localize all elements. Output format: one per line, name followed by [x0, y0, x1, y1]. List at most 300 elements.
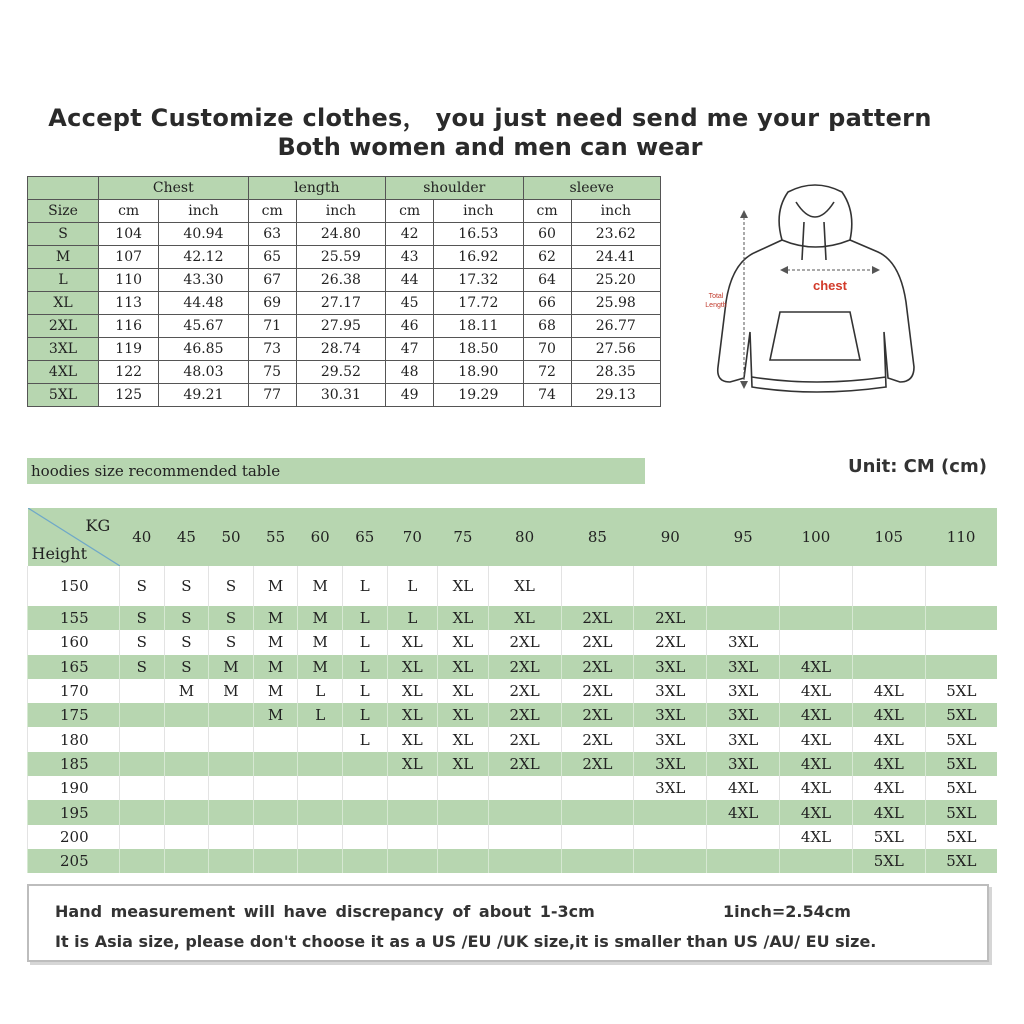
- size-cell: [852, 655, 925, 679]
- height-cell: 170: [28, 679, 120, 703]
- height-cell: 160: [28, 630, 120, 654]
- size-cell: [488, 776, 561, 800]
- size-table-cell: 19.29: [434, 384, 523, 407]
- recommended-row: [28, 606, 998, 630]
- size-cell: [561, 825, 634, 849]
- size-table-row: [28, 292, 661, 315]
- size-table-cell: 29.52: [296, 361, 385, 384]
- size-cell: [209, 800, 254, 824]
- size-cell: 2XL: [561, 606, 634, 630]
- size-cell: 2XL: [561, 703, 634, 727]
- size-cell: XL: [438, 566, 489, 606]
- weight-header: 60: [298, 508, 343, 566]
- size-table-cell: 119: [99, 338, 159, 361]
- size-cell: 4XL: [780, 752, 853, 776]
- size-cell: M: [253, 679, 298, 703]
- size-cell: S: [164, 630, 209, 654]
- size-cell: [707, 606, 780, 630]
- size-cell: 5XL: [852, 849, 925, 873]
- size-cell: M: [253, 630, 298, 654]
- size-cell: [253, 727, 298, 751]
- size-table-unit-header: inch: [159, 200, 248, 223]
- size-table-unit-header: inch: [571, 200, 660, 223]
- size-cell: M: [298, 566, 343, 606]
- size-table-cell: 49: [386, 384, 434, 407]
- length-label-1: Total: [708, 293, 724, 300]
- height-cell: 150: [28, 566, 120, 606]
- size-cell: [780, 606, 853, 630]
- size-cell: 4XL: [780, 727, 853, 751]
- size-cell: 3XL: [707, 752, 780, 776]
- size-cell: S: [120, 606, 165, 630]
- size-cell: [120, 849, 165, 873]
- size-cell: [209, 825, 254, 849]
- size-cell: [164, 849, 209, 873]
- size-table-cell: 75: [248, 361, 296, 384]
- size-cell: 5XL: [925, 727, 997, 751]
- size-cell: 3XL: [707, 655, 780, 679]
- size-table-group-header: length: [248, 177, 385, 200]
- recommended-row: [28, 825, 998, 849]
- size-cell: XL: [438, 703, 489, 727]
- size-table-cell: 48.03: [159, 361, 248, 384]
- height-cell: 200: [28, 825, 120, 849]
- weight-header: 105: [852, 508, 925, 566]
- size-table-cell: 25.20: [571, 269, 660, 292]
- size-cell: M: [298, 655, 343, 679]
- size-cell: [253, 776, 298, 800]
- size-cell: XL: [438, 606, 489, 630]
- size-table-size-cell: 4XL: [28, 361, 99, 384]
- size-table-cell: 73: [248, 338, 296, 361]
- size-table-cell: 77: [248, 384, 296, 407]
- recommended-row: [28, 776, 998, 800]
- size-cell: M: [298, 606, 343, 630]
- size-cell: 4XL: [707, 776, 780, 800]
- size-cell: [342, 776, 387, 800]
- size-cell: 5XL: [925, 800, 997, 824]
- size-table-cell: 42: [386, 223, 434, 246]
- size-table-cell: 64: [523, 269, 571, 292]
- size-table-size-cell: M: [28, 246, 99, 269]
- size-cell: 5XL: [925, 752, 997, 776]
- size-table-corner: [28, 177, 99, 200]
- size-table-cell: 74: [523, 384, 571, 407]
- size-cell: [164, 703, 209, 727]
- size-cell: [164, 727, 209, 751]
- size-cell: [342, 752, 387, 776]
- size-table-row: [28, 384, 661, 407]
- height-weight-corner: [28, 508, 120, 566]
- size-table-unit-header: cm: [99, 200, 159, 223]
- size-cell: 4XL: [852, 752, 925, 776]
- size-cell: XL: [387, 655, 438, 679]
- size-cell: [852, 630, 925, 654]
- weight-header: 90: [634, 508, 707, 566]
- size-cell: 3XL: [707, 679, 780, 703]
- size-table-cell: 116: [99, 315, 159, 338]
- kg-label: KG: [85, 516, 111, 535]
- size-cell: [561, 800, 634, 824]
- size-table-cell: 16.92: [434, 246, 523, 269]
- size-table-cell: 66: [523, 292, 571, 315]
- size-table-size-cell: L: [28, 269, 99, 292]
- weight-header: 65: [342, 508, 387, 566]
- size-cell: XL: [387, 630, 438, 654]
- size-cell: [209, 776, 254, 800]
- size-table-cell: 26.38: [296, 269, 385, 292]
- size-cell: [164, 825, 209, 849]
- size-cell: [298, 776, 343, 800]
- size-cell: M: [253, 703, 298, 727]
- size-cell: [925, 566, 997, 606]
- size-cell: [298, 800, 343, 824]
- size-table-row: [28, 361, 661, 384]
- size-cell: [253, 825, 298, 849]
- recommended-row: [28, 679, 998, 703]
- height-cell: 195: [28, 800, 120, 824]
- size-cell: [209, 752, 254, 776]
- size-table-cell: 25.98: [571, 292, 660, 315]
- size-table-row: [28, 338, 661, 361]
- size-table-cell: 23.62: [571, 223, 660, 246]
- size-table-cell: 43: [386, 246, 434, 269]
- height-cell: 190: [28, 776, 120, 800]
- weight-header: 75: [438, 508, 489, 566]
- size-table-unit-header: cm: [523, 200, 571, 223]
- size-cell: 3XL: [707, 630, 780, 654]
- size-table-cell: 49.21: [159, 384, 248, 407]
- size-table-cell: 26.77: [571, 315, 660, 338]
- weight-header: 50: [209, 508, 254, 566]
- recommended-row: [28, 849, 998, 873]
- size-cell: [298, 849, 343, 873]
- size-cell: [298, 752, 343, 776]
- size-cell: [925, 606, 997, 630]
- size-cell: XL: [438, 630, 489, 654]
- size-table-size-cell: 2XL: [28, 315, 99, 338]
- size-cell: 2XL: [488, 679, 561, 703]
- size-cell: [342, 825, 387, 849]
- size-cell: M: [298, 630, 343, 654]
- weight-header: 95: [707, 508, 780, 566]
- size-cell: 5XL: [925, 776, 997, 800]
- size-cell: [387, 776, 438, 800]
- size-cell: L: [342, 703, 387, 727]
- size-cell: [120, 727, 165, 751]
- size-cell: 4XL: [780, 679, 853, 703]
- size-cell: [438, 800, 489, 824]
- size-cell: [120, 776, 165, 800]
- size-cell: 5XL: [925, 825, 997, 849]
- size-table-cell: 46.85: [159, 338, 248, 361]
- size-table-size-cell: S: [28, 223, 99, 246]
- size-cell: 4XL: [852, 727, 925, 751]
- note-discrepancy: Hand measurement will have discrepancy of about 1-3cm: [55, 902, 595, 921]
- size-table-cell: 17.72: [434, 292, 523, 315]
- size-cell: [707, 825, 780, 849]
- size-table-cell: 125: [99, 384, 159, 407]
- size-table-group-row: [28, 177, 661, 200]
- size-table-cell: 40.94: [159, 223, 248, 246]
- size-table-cell: 44.48: [159, 292, 248, 315]
- size-cell: [852, 606, 925, 630]
- size-table-size-cell: 3XL: [28, 338, 99, 361]
- size-cell: L: [387, 606, 438, 630]
- weight-header: 110: [925, 508, 997, 566]
- size-table-cell: 27.17: [296, 292, 385, 315]
- size-cell: S: [209, 566, 254, 606]
- size-table-cell: 27.95: [296, 315, 385, 338]
- size-cell: 2XL: [488, 727, 561, 751]
- size-cell: [925, 630, 997, 654]
- size-cell: 2XL: [634, 606, 707, 630]
- size-table-cell: 62: [523, 246, 571, 269]
- size-cell: [707, 566, 780, 606]
- size-table-cell: 45.67: [159, 315, 248, 338]
- size-cell: 2XL: [561, 752, 634, 776]
- size-cell: [438, 849, 489, 873]
- size-table-unit-header: cm: [248, 200, 296, 223]
- size-cell: 4XL: [780, 800, 853, 824]
- size-table-cell: 68: [523, 315, 571, 338]
- size-cell: 2XL: [488, 655, 561, 679]
- size-table-cell: 104: [99, 223, 159, 246]
- size-table-cell: 28.35: [571, 361, 660, 384]
- recommended-row: [28, 800, 998, 824]
- weight-header: 40: [120, 508, 165, 566]
- size-cell: 5XL: [925, 849, 997, 873]
- size-table-cell: 29.13: [571, 384, 660, 407]
- length-label-2: Length: [705, 302, 727, 309]
- size-table-cell: 43.30: [159, 269, 248, 292]
- height-cell: 185: [28, 752, 120, 776]
- size-cell: 3XL: [634, 703, 707, 727]
- size-cell: [120, 800, 165, 824]
- size-cell: [561, 849, 634, 873]
- size-cell: [634, 849, 707, 873]
- height-cell: 165: [28, 655, 120, 679]
- size-cell: S: [164, 655, 209, 679]
- page-subtitle: Both women and men can wear: [277, 133, 703, 161]
- size-table-cell: 44: [386, 269, 434, 292]
- size-table-cell: 71: [248, 315, 296, 338]
- recommended-row: [28, 703, 998, 727]
- size-cell: [253, 849, 298, 873]
- size-cell: 2XL: [634, 630, 707, 654]
- height-cell: 175: [28, 703, 120, 727]
- size-cell: 4XL: [780, 703, 853, 727]
- size-cell: XL: [387, 679, 438, 703]
- size-table-unit-header: inch: [296, 200, 385, 223]
- size-cell: [209, 727, 254, 751]
- size-cell: [387, 825, 438, 849]
- hoodie-measurement-diagram: [700, 182, 930, 404]
- size-table-cell: 70: [523, 338, 571, 361]
- weight-header: 80: [488, 508, 561, 566]
- size-table-group-header: sleeve: [523, 177, 660, 200]
- size-cell: M: [209, 679, 254, 703]
- size-cell: [780, 566, 853, 606]
- size-table-cell: 65: [248, 246, 296, 269]
- size-table-row: [28, 315, 661, 338]
- size-cell: S: [120, 566, 165, 606]
- size-table-cell: 110: [99, 269, 159, 292]
- size-cell: M: [253, 606, 298, 630]
- size-cell: M: [164, 679, 209, 703]
- size-table-size-cell: 5XL: [28, 384, 99, 407]
- size-table-group-header: shoulder: [386, 177, 523, 200]
- size-table-unit-header: cm: [386, 200, 434, 223]
- size-table-cell: 69: [248, 292, 296, 315]
- size-cell: L: [342, 679, 387, 703]
- size-cell: [925, 655, 997, 679]
- size-cell: 4XL: [780, 776, 853, 800]
- size-table-cell: 113: [99, 292, 159, 315]
- weight-header: 85: [561, 508, 634, 566]
- size-cell: [488, 800, 561, 824]
- size-cell: 3XL: [634, 655, 707, 679]
- size-cell: [164, 752, 209, 776]
- size-cell: 2XL: [561, 655, 634, 679]
- size-cell: M: [253, 566, 298, 606]
- size-chart-table: [27, 176, 661, 407]
- size-cell: 4XL: [780, 825, 853, 849]
- size-cell: [120, 679, 165, 703]
- height-label: Height: [31, 544, 88, 563]
- size-cell: [298, 727, 343, 751]
- size-cell: [634, 800, 707, 824]
- recommended-row: [28, 630, 998, 654]
- size-table-group-header: Chest: [99, 177, 249, 200]
- size-table-cell: 47: [386, 338, 434, 361]
- size-cell: M: [253, 655, 298, 679]
- size-cell: L: [342, 630, 387, 654]
- size-cell: [253, 800, 298, 824]
- size-cell: [634, 566, 707, 606]
- size-cell: 4XL: [852, 800, 925, 824]
- size-table-cell: 24.41: [571, 246, 660, 269]
- size-cell: [164, 776, 209, 800]
- size-cell: [120, 825, 165, 849]
- size-cell: 5XL: [852, 825, 925, 849]
- size-cell: S: [120, 655, 165, 679]
- size-cell: [209, 703, 254, 727]
- size-table-cell: 72: [523, 361, 571, 384]
- weight-header: 70: [387, 508, 438, 566]
- size-table-cell: 18.90: [434, 361, 523, 384]
- size-cell: L: [342, 655, 387, 679]
- recommended-header-row: [28, 508, 998, 566]
- size-cell: 3XL: [634, 752, 707, 776]
- size-cell: 2XL: [561, 630, 634, 654]
- size-table-cell: 45: [386, 292, 434, 315]
- note-box: [27, 884, 989, 962]
- size-cell: [253, 752, 298, 776]
- size-table-row: [28, 246, 661, 269]
- size-cell: XL: [438, 752, 489, 776]
- size-table-cell: 42.12: [159, 246, 248, 269]
- size-cell: 4XL: [852, 776, 925, 800]
- size-cell: [634, 825, 707, 849]
- size-cell: L: [298, 703, 343, 727]
- size-cell: 2XL: [561, 679, 634, 703]
- size-cell: 5XL: [925, 703, 997, 727]
- recommended-table-title: hoodies size recommended table: [27, 458, 645, 484]
- size-cell: XL: [387, 727, 438, 751]
- size-cell: [561, 776, 634, 800]
- page-title: Accept Customize clothes， you just need send me your pattern: [48, 104, 932, 132]
- size-table-cell: 18.11: [434, 315, 523, 338]
- size-cell: [561, 566, 634, 606]
- size-cell: L: [298, 679, 343, 703]
- size-table-cell: 18.50: [434, 338, 523, 361]
- size-cell: 2XL: [488, 630, 561, 654]
- size-cell: 3XL: [707, 727, 780, 751]
- note-inch-conversion: 1inch=2.54cm: [723, 902, 851, 921]
- size-cell: [298, 825, 343, 849]
- size-cell: XL: [438, 679, 489, 703]
- size-cell: S: [120, 630, 165, 654]
- size-cell: [387, 800, 438, 824]
- size-cell: 5XL: [925, 679, 997, 703]
- size-table-cell: 24.80: [296, 223, 385, 246]
- size-cell: [780, 630, 853, 654]
- size-cell: [120, 752, 165, 776]
- size-cell: L: [387, 566, 438, 606]
- size-table-unit-header: inch: [434, 200, 523, 223]
- size-cell: [438, 776, 489, 800]
- recommended-row: [28, 752, 998, 776]
- size-cell: [342, 849, 387, 873]
- size-cell: [852, 566, 925, 606]
- size-table-cell: 28.74: [296, 338, 385, 361]
- size-cell: 4XL: [707, 800, 780, 824]
- size-cell: 4XL: [780, 655, 853, 679]
- size-table-size-cell: XL: [28, 292, 99, 315]
- size-cell: [342, 800, 387, 824]
- size-table-cell: 27.56: [571, 338, 660, 361]
- size-cell: L: [342, 566, 387, 606]
- size-cell: S: [209, 630, 254, 654]
- size-cell: 2XL: [561, 727, 634, 751]
- height-cell: 155: [28, 606, 120, 630]
- size-cell: 2XL: [488, 703, 561, 727]
- size-cell: XL: [488, 566, 561, 606]
- size-cell: [387, 849, 438, 873]
- recommended-size-table: [27, 508, 997, 873]
- size-cell: [209, 849, 254, 873]
- size-cell: S: [164, 566, 209, 606]
- chest-label: chest: [813, 278, 847, 293]
- size-cell: S: [209, 606, 254, 630]
- size-cell: 3XL: [634, 727, 707, 751]
- size-cell: 2XL: [488, 752, 561, 776]
- size-cell: L: [342, 606, 387, 630]
- size-table-cell: 48: [386, 361, 434, 384]
- size-cell: XL: [387, 703, 438, 727]
- size-table-cell: 46: [386, 315, 434, 338]
- weight-header: 55: [253, 508, 298, 566]
- unit-label: Unit: CM (cm): [848, 456, 987, 477]
- size-cell: M: [209, 655, 254, 679]
- height-cell: 180: [28, 727, 120, 751]
- recommended-row: [28, 727, 998, 751]
- size-table-unit-row: [28, 200, 661, 223]
- height-cell: 205: [28, 849, 120, 873]
- size-cell: 4XL: [852, 703, 925, 727]
- size-table-size-header: Size: [28, 200, 99, 223]
